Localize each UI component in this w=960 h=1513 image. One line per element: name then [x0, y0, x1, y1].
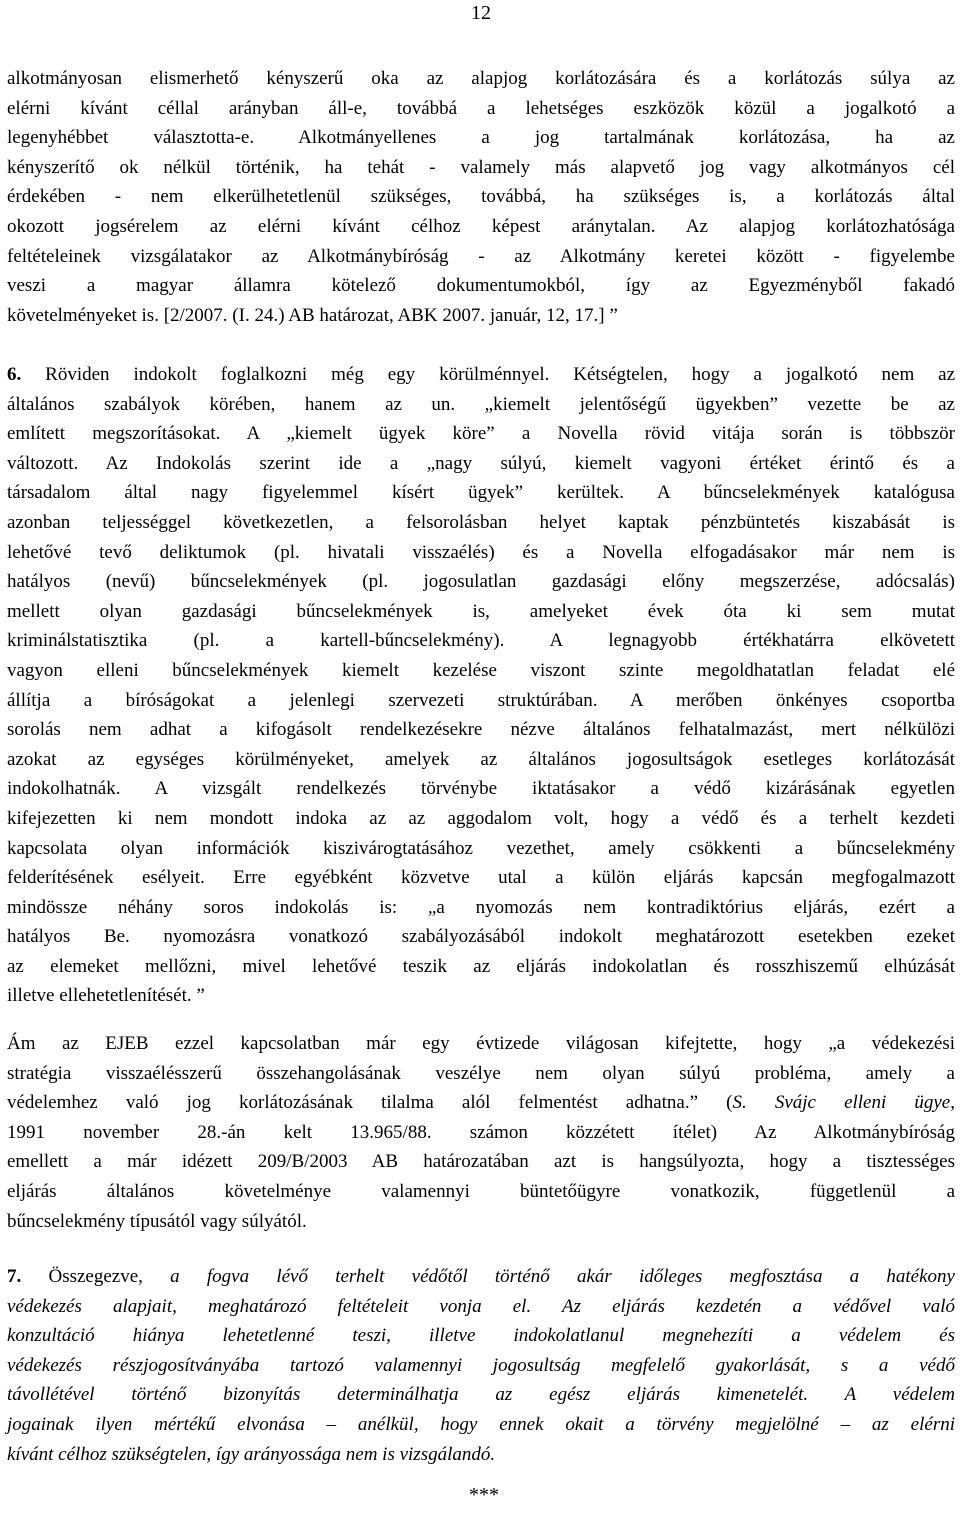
text-line: emellett a már idézett 209/B/2003 AB határozatában azt is hangsúlyozta, hogy a tisztességes — [7, 1151, 955, 1173]
text-line: elérni kívánt céllal arányban áll-e, továbbá a lehetséges eszközök közül a jogalkotó a — [7, 97, 955, 119]
text-line: vagyon elleni bűncselekmények kiemelt kezelése viszont szinte megoldhatatlan feladat elé — [7, 659, 955, 681]
text-line: távollétével történő bizonyítás determinálhatja az egész eljárás kimenetelét. A védelem — [7, 1384, 955, 1406]
case-citation: S. Svájc elleni ügye — [732, 1092, 951, 1114]
text-line: 1991 november 28.-án kelt 13.965/88. számon közzétett ítélet) Az Alkotmánybíróság — [7, 1121, 955, 1143]
text-line — [7, 360, 955, 390]
text-line-content: , — [950, 1092, 955, 1114]
text-line: Ám az EJEB ezzel kapcsolatban már egy évtizede világosan kifejtette, hogy „a védekezési — [7, 1033, 955, 1054]
text-line-content: védelemhez való jog korlátozásának tilalma alól felmentést adhatna.” ( — [7, 1092, 733, 1114]
text-line: kívánt célhoz szükségtelen, így arányossága nem is vizsgálandó. — [7, 1443, 496, 1465]
text-line: sorolás nem adhat a kifogásolt rendelkezésekre nézve általános felhatalmazást, mert nélkülözi — [7, 719, 955, 741]
text-line: kapcsolata olyan információk kiszivárogtatásához vezethet, amely csökkenti a bűncselekmény — [7, 837, 955, 859]
section-number: 6. — [7, 364, 22, 385]
text-line-content: Röviden indokolt foglalkozni még egy körülménnyel. Kétségtelen, hogy a jogalkotó nem az — [21, 364, 955, 385]
text-line: azonban teljességgel következetlen, a felsorolásban helyet kaptak pénzbüntetés kiszabását is — [7, 511, 955, 533]
paragraph-7-summary — [7, 1262, 955, 1469]
text-line: jogainak ilyen mértékű elvonása – anélkül, hogy ennek okait a törvény megjelölné – az elérni — [7, 1413, 955, 1435]
text-line: stratégia visszaélésszerű összehangolásának veszélye nem olyan súlyú probléma, amely a — [7, 1062, 955, 1084]
text-line: érdekében - nem elkerülhetetlenül szükséges, továbbá, ha szükséges is, a korlátozás által — [7, 186, 955, 208]
text-line: hatályos (nevű) bűncselekmények (pl. jogosulatlan gazdasági előny megszerzése, adócsalás) — [7, 571, 955, 593]
text-line: védekezés alapjait, meghatározó feltételeit vonja el. Az eljárás kezdetén a védővel való — [7, 1295, 955, 1317]
text-line: kriminálstatisztika (pl. a kartell-bűncselekmény). A legnagyobb értékhatárra elkövetett — [7, 630, 955, 652]
text-line: társadalom által nagy figyelemmel kísért ügyek” kerültek. A bűncselekmények katalógusa — [7, 482, 955, 504]
text-line: állítja a bíróságokat a jelenlegi szervezeti struktúrában. A merőben önkényes csoportba — [7, 689, 955, 711]
text-line: említett megszorításokat. A „kiemelt ügyek köre” a Novella rövid vitája során is többször — [7, 423, 955, 445]
text-line — [7, 1088, 955, 1118]
text-line — [7, 1262, 955, 1292]
text-line: illetve ellehetetlenítését. ” — [7, 985, 205, 1007]
text-line: bűncselekmény típusától vagy súlyától. — [7, 1210, 307, 1232]
text-line: hatályos Be. nyomozásra vonatkozó szabályozásából indokolt meghatározott esetekben ezeket — [7, 926, 955, 948]
text-line: kényszerítő ok nélkül történik, ha tehát - valamely más alapvető jog vagy alkotmányos cél — [7, 156, 955, 178]
paragraph-ejeb-reference — [7, 1029, 955, 1236]
text-line: az elemeket mellőzni, mivel lehetővé teszik az eljárás indokolatlan és rosszhiszemű elhúzását — [7, 955, 955, 977]
text-line: követelményeket is. [2/2007. (I. 24.) AB határozat, ABK 2007. január, 12, 17.] ” — [7, 304, 618, 326]
text-line: indokolhatnák. A vizsgált rendelkezés törvénybe iktatásakor a védő kizárásának egyetlen — [7, 778, 955, 800]
text-line: okozott jogsérelem az elérni kívánt célhoz képest aránytalan. Az alapjog korlátozhatósága — [7, 215, 955, 237]
text-line: feltételeinek vizsgálatakor az Alkotmánybíróság - az Alkotmány keretei között - figyelembe — [7, 245, 955, 267]
paragraph-constitutional-test — [7, 64, 955, 330]
text-line: mindössze néhány soros indokolás is: „a nyomozás nem kontradiktórius eljárás, ezért a — [7, 896, 955, 918]
text-line-content: a fogva lévő terhelt védőtől történő akár időleges megfosztása a hatékony — [170, 1266, 955, 1287]
text-line: lehetővé tevő deliktumok (pl. hivatali visszaélés) és a Novella elfogadásakor már nem is — [7, 541, 955, 563]
text-line: általános szabályok körében, hanem az un. „kiemelt jelentőségű ügyekben” vezette be az — [7, 393, 955, 415]
text-line: védekezés részjogosítványába tartozó valamennyi jogosultság megfelelő gyakorlását, s a védő — [7, 1354, 955, 1376]
text-line: azokat az egységes körülményeket, amelyek az általános jogosultságok esetleges korlátozását — [7, 748, 955, 770]
page-number: 12 — [471, 2, 491, 24]
text-line-content: Összegezve, — [21, 1266, 171, 1287]
text-line: mellett olyan gazdasági bűncselekmények is, amelyeket évek óta ki sem mutat — [7, 600, 955, 622]
text-line: alkotmányosan elismerhető kényszerű oka az alapjog korlátozására és a korlátozás súlya az — [7, 68, 955, 89]
text-line: eljárás általános követelménye valamennyi büntetőügyre vonatkozik, függetlenül a — [7, 1180, 955, 1202]
section-separator: *** — [469, 1484, 499, 1506]
paragraph-6-priority-cases — [7, 360, 955, 1011]
text-line: legenyhébbet választotta-e. Alkotmányellenes a jog tartalmának korlátozása, ha az — [7, 127, 955, 149]
text-line: kifejezetten ki nem mondott indoka az az aggodalom volt, hogy a védő és a terhelt kezdeti — [7, 807, 955, 829]
text-line: veszi a magyar államra kötelező dokumentumokból, így az Egyezményből fakadó — [7, 275, 955, 297]
section-number: 7. — [7, 1266, 22, 1287]
text-line: felderítésének esélyeit. Erre egyébként közvetve utal a külön eljárás kapcsán megfogalmazott — [7, 867, 955, 889]
text-line: változott. Az Indokolás szerint ide a „nagy súlyú, kiemelt vagyoni értéket érintő és a — [7, 452, 955, 474]
text-line: konzultáció hiánya lehetetlenné teszi, illetve indokolatlanul megnehezíti a védelem és — [7, 1325, 955, 1347]
